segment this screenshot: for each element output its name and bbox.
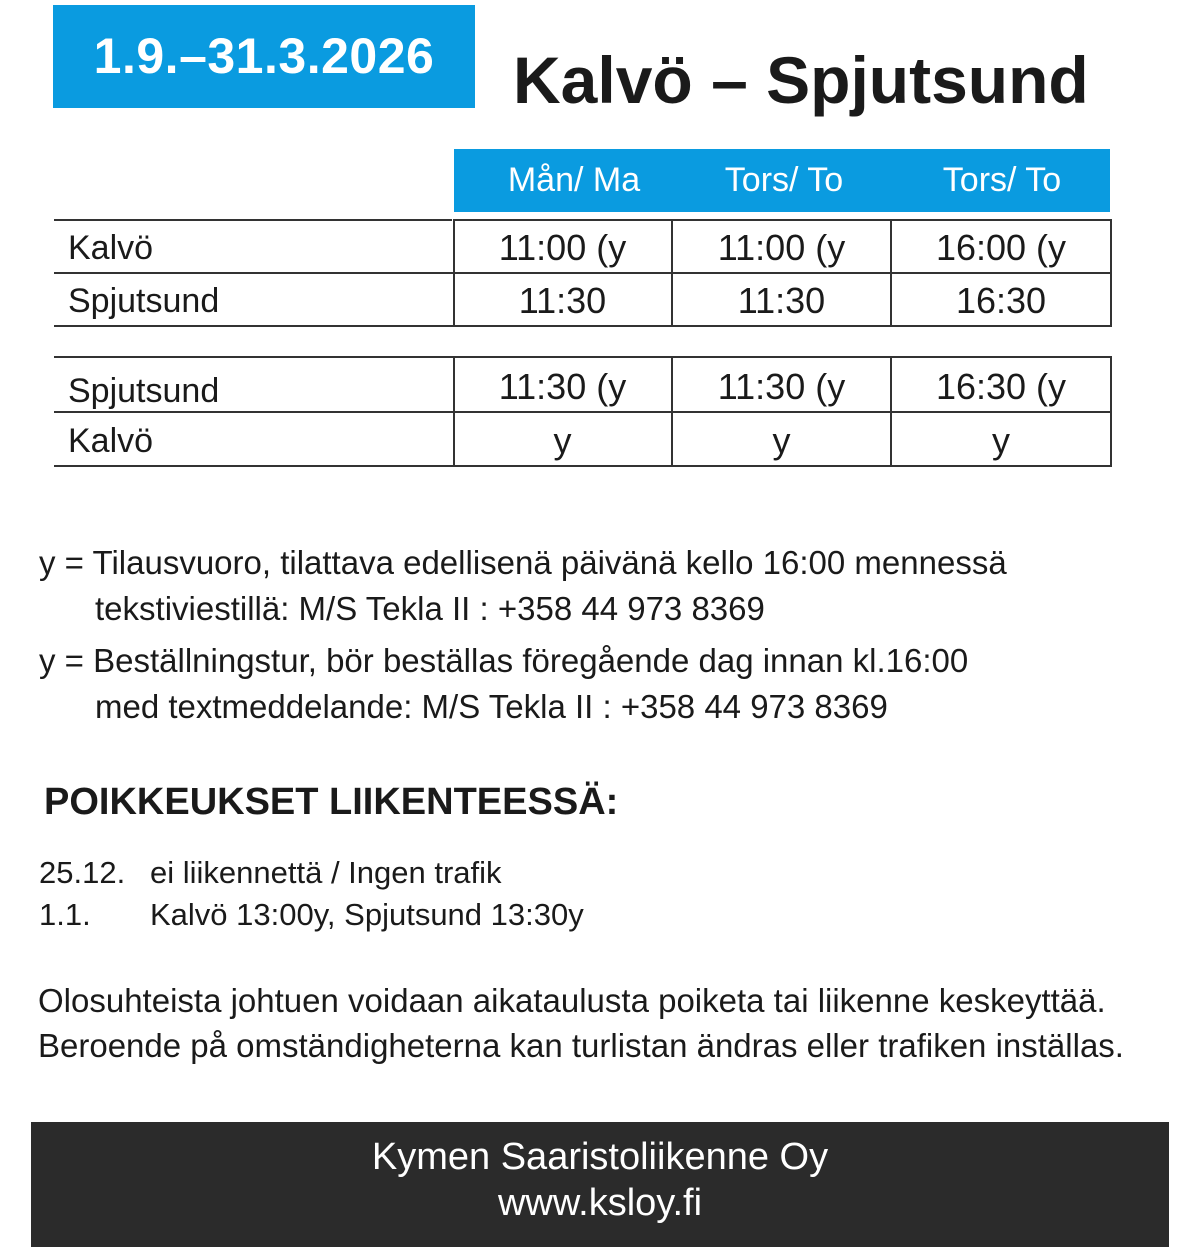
exception-date: 25.12. bbox=[39, 855, 126, 890]
list-item bbox=[39, 894, 939, 936]
note-finnish bbox=[39, 540, 1179, 632]
table-row bbox=[54, 221, 1112, 275]
booking-notes bbox=[39, 540, 1179, 736]
exceptions-heading: POIKKEUKSET LIIKENTEESSÄ: bbox=[44, 781, 619, 823]
departure-time: 16:00 (y bbox=[935, 227, 1067, 268]
inbound-table bbox=[54, 356, 1112, 468]
arrival-time: 16:30 bbox=[955, 280, 1047, 321]
day-header-monday: Mån/ Ma bbox=[507, 161, 641, 199]
departure-time: 11:00 (y bbox=[498, 227, 627, 268]
exception-text: Kalvö 13:00y, Spjutsund 13:30y bbox=[150, 897, 584, 932]
day-header-thursday-1: Tors/ To bbox=[724, 161, 844, 199]
list-item bbox=[39, 852, 939, 894]
route-title: Kalvö – Spjutsund bbox=[513, 43, 1089, 117]
validity-badge: 1.9.–31.3.2026 bbox=[53, 5, 475, 108]
stop-name: Kalvö bbox=[68, 422, 154, 460]
day-header-thursday-2: Tors/ To bbox=[942, 161, 1062, 199]
footer bbox=[31, 1122, 1169, 1247]
table-row bbox=[54, 414, 1112, 468]
departure-time: 11:30 (y bbox=[498, 366, 627, 407]
table-row bbox=[54, 274, 1112, 328]
disclaimer: Olosuhteista johtuen voidaan aikataulusta poiketa tai liikenne keskeyttää. Beroende på omständigheterna kan turlistan ändras eller trafiken inställas. bbox=[38, 982, 1124, 1064]
note-line: tekstiviestillä: M/S Tekla II : +358 44 973 8369 bbox=[95, 590, 765, 627]
arrival-time: y bbox=[553, 420, 572, 461]
arrival-time: 11:30 bbox=[518, 280, 607, 321]
table-row bbox=[54, 360, 1112, 414]
website-link[interactable]: www.ksloy.fi bbox=[497, 1182, 703, 1224]
company-name: Kymen Saaristoliikenne Oy bbox=[371, 1136, 829, 1178]
exception-text: ei liikennettä / Ingen trafik bbox=[150, 855, 502, 890]
exceptions-list bbox=[39, 852, 939, 936]
arrival-time: 11:30 bbox=[737, 280, 826, 321]
exception-date: 1.1. bbox=[39, 897, 91, 932]
arrival-time: y bbox=[772, 420, 791, 461]
departure-time: 11:30 (y bbox=[717, 366, 846, 407]
note-line: y = Tilausvuoro, tilattava edellisenä päivänä kello 16:00 mennessä bbox=[39, 544, 1007, 581]
outbound-table bbox=[54, 219, 1112, 329]
timetable-header bbox=[454, 149, 1110, 212]
departure-time: 16:30 (y bbox=[935, 366, 1067, 407]
note-line: med textmeddelande: M/S Tekla II : +358 44 973 8369 bbox=[95, 688, 888, 725]
stop-name: Kalvö bbox=[68, 229, 154, 267]
arrival-time: y bbox=[992, 420, 1010, 461]
departure-time: 11:00 (y bbox=[717, 227, 846, 268]
note-line: y = Beställningstur, bör beställas föregående dag innan kl.16:00 bbox=[39, 642, 969, 679]
note-swedish bbox=[39, 638, 1179, 730]
stop-name: Spjutsund bbox=[68, 282, 220, 320]
stop-name: Spjutsund bbox=[68, 372, 220, 410]
